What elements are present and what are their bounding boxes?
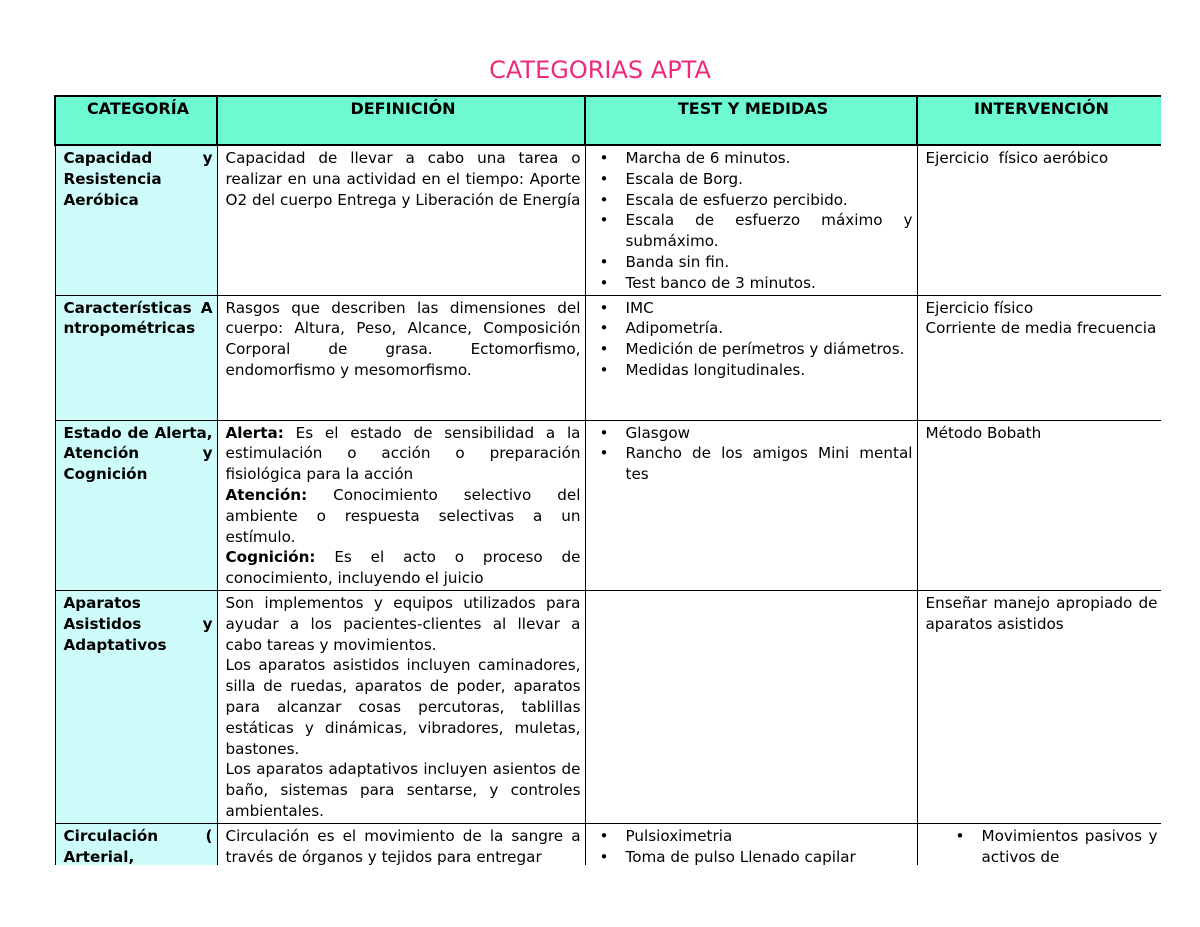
list-item: • Medición de perímetros y diámetros. — [626, 339, 913, 360]
category-cell: Capacidad y Resistencia Aeróbica — [55, 145, 217, 295]
table-row — [55, 145, 1161, 295]
header-definicion: DEFINICIÓN — [217, 96, 585, 145]
header-categoria: CATEGORÍA — [55, 96, 217, 145]
tests-cell — [585, 295, 917, 420]
list-item: • Adipometría. — [626, 318, 913, 339]
tests-list — [594, 298, 913, 381]
definition-cell: Rasgos que describen las dimensiones del cuerpo: Altura, Peso, Alcance, Composición Corporal de grasa. Ectomorfismo, endomorfismo y mesomorfismo. — [217, 295, 585, 420]
definition-cell: Circulación es el movimiento de la sangre a través de órganos y tejidos para entregar — [217, 823, 585, 865]
table-row — [55, 590, 1161, 823]
list-item: • Rancho de los amigos Mini mental tes — [626, 443, 913, 485]
list-item: • Escala de esfuerzo máximo y submáximo. — [626, 210, 913, 252]
category-cell: Estado de Alerta, Atención y Cognición — [55, 420, 217, 590]
list-item: • Movimientos pasivos y activos de — [982, 826, 1158, 865]
definition-part — [226, 547, 581, 589]
definition-cell — [217, 590, 585, 823]
list-item: • Escala de Borg. — [626, 169, 913, 190]
definition-part — [226, 485, 581, 547]
list-item: • Glasgow — [626, 423, 913, 444]
definition-paragraph: Son implementos y equipos utilizados para ayudar a los pacientes-clientes al llevar a cabo tareas y movimientos. — [225, 593, 581, 654]
apta-categories-table — [54, 95, 1161, 865]
intervention-line: Corriente de media frecuencia — [925, 319, 1157, 338]
list-item: • IMC — [626, 298, 913, 319]
intervention-cell: Método Bobath — [917, 420, 1161, 590]
definition-cell: Capacidad de llevar a cabo una tarea o realizar en una actividad en el tiempo: Aporte O2 del cuerpo Entrega y Liberación de Energía — [217, 145, 585, 295]
tests-list — [594, 148, 913, 294]
table-row — [55, 295, 1161, 420]
definition-label: Cognición: — [225, 548, 316, 567]
intervention-cell — [917, 295, 1161, 420]
intervention-cell — [917, 823, 1161, 865]
list-item: • Medidas longitudinales. — [626, 360, 913, 381]
intervention-line: Ejercicio físico — [925, 298, 1034, 317]
definition-text: Es el acto o proceso de conocimiento, incluyendo el juicio — [225, 548, 581, 588]
definition-paragraph: Los aparatos adaptativos incluyen asientos de baño, sistemas para sentarse, y controles ambientales. — [225, 760, 581, 820]
definition-label: Atención: — [225, 485, 308, 504]
list-item: • Marcha de 6 minutos. — [626, 148, 913, 169]
header-test-medidas: TEST Y MEDIDAS — [585, 96, 917, 145]
definition-paragraph: Los aparatos asistidos incluyen caminadores, silla de ruedas, aparatos de poder, aparatos para alcanzar cosas percutoras, tablillas estáticas y dinámicas, vibradores, muletas, bastones. — [225, 656, 581, 758]
tests-cell — [585, 145, 917, 295]
apta-table-wrapper — [54, 95, 1161, 865]
category-cell: Características Antropométricas — [55, 295, 217, 420]
intervention-list — [926, 826, 1158, 865]
tests-list — [594, 423, 913, 485]
definition-text: Conocimiento selectivo del ambiente o respuesta selectivas a un estímulo. — [225, 485, 581, 546]
list-item: • Toma de pulso Llenado capilar — [626, 847, 913, 865]
intervention-cell: Enseñar manejo apropiado de aparatos asistidos — [917, 590, 1161, 823]
table-row — [55, 823, 1161, 865]
intervention-cell: Ejercicio físico aeróbico — [917, 145, 1161, 295]
tests-list — [594, 826, 913, 865]
list-item: • Test banco de 3 minutos. — [626, 273, 913, 294]
tests-cell — [585, 420, 917, 590]
list-item: • Pulsioximetria — [626, 826, 913, 847]
category-cell: Circulación ( Arterial, — [55, 823, 217, 865]
table-row — [55, 420, 1161, 590]
list-item: • Escala de esfuerzo percibido. — [626, 190, 913, 211]
definition-part — [226, 423, 581, 485]
tests-cell — [585, 823, 917, 865]
category-cell: Aparatos Asistidos y Adaptativos — [55, 590, 217, 823]
page-title: CATEGORIAS APTA — [489, 56, 711, 84]
header-intervencion: INTERVENCIÓN — [917, 96, 1161, 145]
definition-label: Alerta: — [225, 423, 284, 442]
definition-cell — [217, 420, 585, 590]
definition-text: Es el estado de sensibilidad a la estimulación o acción o preparación fisiológica para la acción — [225, 423, 581, 484]
table-header-row — [55, 96, 1161, 145]
list-item: • Banda sin fin. — [626, 252, 913, 273]
tests-cell — [585, 590, 917, 823]
